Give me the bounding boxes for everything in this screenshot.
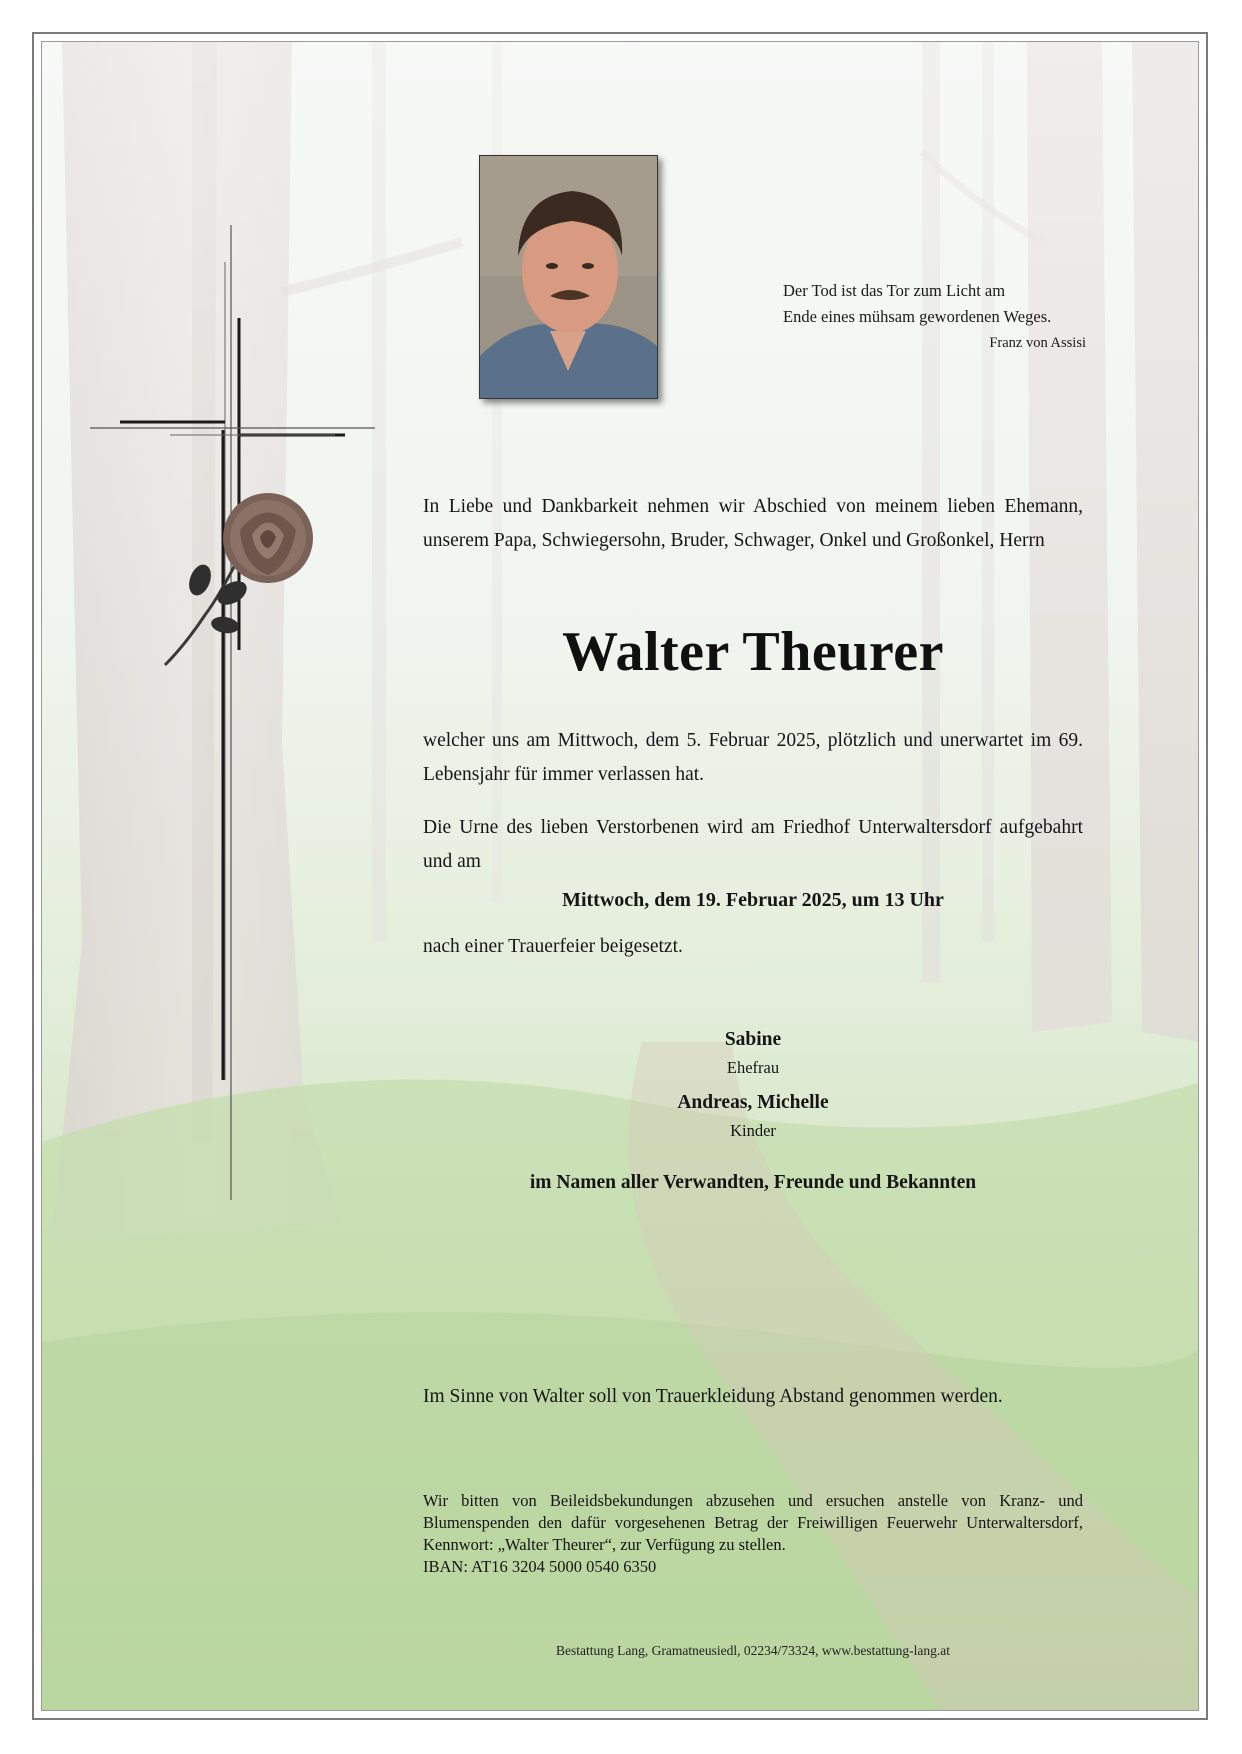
cross-icon [85, 220, 385, 1200]
iban-line: IBAN: AT16 3204 5000 0540 6350 [423, 1557, 657, 1576]
dress-note: Im Sinne von Walter soll von Trauerkleidung Abstand genommen werden. [423, 1386, 1003, 1407]
quote-line-1: Der Tod ist das Tor zum Licht am [783, 281, 1006, 300]
donation-notice [423, 1490, 1083, 1578]
mourner-relation: Ehefrau [726, 1058, 780, 1077]
ceremony-text: nach einer Trauerfeier beigesetzt. [423, 936, 683, 957]
quote-block [700, 278, 1086, 356]
donation-text: Wir bitten von Beileidsbekundungen abzusehen und ersuchen anstelle von Kranz- und Blumenspenden den dafür vorgesehenen Betrag der Freiwilligen Feuerwehr Unterwaltersdorf, Kennwort: „Walter Theurer“, zur Verfügung zu stellen. [423, 1491, 1083, 1554]
mourner-name: Sabine [724, 1029, 782, 1050]
mourner-relation: Kinder [730, 1121, 776, 1140]
closing-line: im Namen aller Verwandten, Freunde und Bekannten [529, 1172, 977, 1193]
mourner-name: Andreas, Michelle [677, 1092, 829, 1113]
funeral-date: Mittwoch, dem 19. Februar 2025, um 13 Uhr [562, 889, 944, 911]
death-paragraph: welcher uns am Mittwoch, dem 5. Februar 2025, plötzlich und unerwartet im 69. Lebensjahr für immer verlassen hat. [423, 730, 1083, 785]
intro-paragraph: In Liebe und Dankbarkeit nehmen wir Abschied von meinem lieben Ehemann, unserem Papa, Schwiegersohn, Bruder, Schwager, Onkel und Großonkel, Herrn [423, 496, 1083, 551]
rose-icon [160, 485, 330, 675]
quote-author: Franz von Assisi [989, 335, 1086, 351]
quote-line-2: Ende eines mühsam gewordenen Weges. [783, 307, 1052, 326]
urn-paragraph: Die Urne des lieben Verstorbenen wird am Friedhof Unterwaltersdorf aufgebahrt und am [423, 817, 1083, 872]
portrait-image [480, 156, 657, 398]
funeral-home-footer: Bestattung Lang, Gramatneusiedl, 02234/73324, www.bestattung-lang.at [556, 1643, 950, 1658]
deceased-name: Walter Theurer [562, 621, 944, 683]
portrait-photo [479, 155, 658, 399]
